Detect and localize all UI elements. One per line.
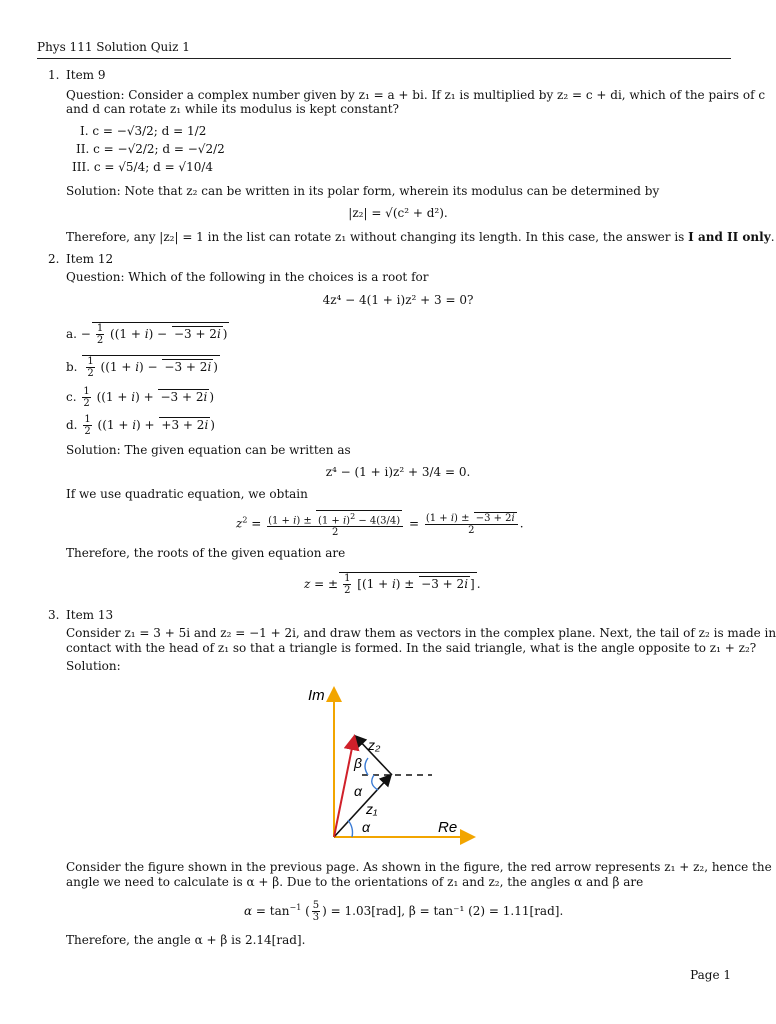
roots-equation: z = ± $\frac{1}{2}$ [(1 + i) ± −3 + 2i ] .	[304, 573, 481, 596]
question-text: Question: Consider a complex number given by z₁ = a + bi. If z₁ is multiplied by z₂ = c + di, which of the pairs of c	[66, 88, 766, 102]
choice-d: d. $\frac{1}{2}$ ((1 + i) + +3 + 2i )	[66, 414, 215, 437]
item-label: Item 9	[66, 68, 106, 82]
im-label: Im	[308, 687, 325, 704]
paragraph-text: Consider the figure shown in the previous page. As shown in the figure, the red arrow represents z₁ + z₂, hence the	[66, 860, 772, 874]
solution-text: Solution:	[66, 659, 121, 673]
beta-label: β	[354, 755, 362, 771]
z1-label: z₁	[366, 801, 378, 817]
vector-triangle-figure	[296, 680, 476, 840]
re-label: Re	[438, 819, 458, 836]
quadratic-equation: $z^2$ = $\frac{(1 + i) \pm (1 + i)^2 - 4(3/4)}{2}$ = $\frac{(1 + i) \pm -3 + 2i}{2}$ .	[236, 512, 524, 539]
option-item: I. c = −√3/2; d = 1/2	[80, 124, 207, 138]
question-text: Consider z₁ = 3 + 5i and z₂ = −1 + 2i, and draw them as vectors in the complex plane. Next, the tail of z₂ is made in	[66, 626, 776, 640]
solution-text: Solution: Note that z₂ can be written in its polar form, wherein its modulus can be determined by	[66, 184, 660, 198]
z2-label: z₂	[368, 737, 381, 753]
equation: 4z⁴ − 4(1 + i)z² + 3 = 0?	[322, 293, 474, 307]
solution-text: Solution: The given equation can be written as	[66, 443, 351, 457]
conclusion-text: Therefore, any |z₂| = 1 in the list can rotate z₁ without changing its length. In this case, the answer is I and II only.	[66, 230, 775, 244]
option-item: III. c = √5/4; d = √10/4	[72, 160, 214, 174]
question-text: Question: Which of the following in the choices is a root for	[66, 270, 429, 284]
solution-text: Therefore, the roots of the given equation are	[66, 546, 346, 560]
solution-text: If we use quadratic equation, we obtain	[66, 487, 308, 501]
equation: |z₂| = √(c² + d²).	[348, 206, 448, 220]
item-label: Item 13	[66, 608, 114, 622]
paragraph-text: angle we need to calculate is α + β. Due to the orientations of z₁ and z₂, the angles α and β are	[66, 875, 644, 889]
option-item: II. c = −√2/2; d = −√2/2	[76, 142, 225, 156]
final-answer: Therefore, the angle α + β is 2.14[rad].	[66, 933, 306, 947]
alpha-arc	[372, 775, 378, 790]
item-number: 3.	[48, 608, 60, 622]
item-label: Item 12	[66, 252, 114, 266]
question-text: contact with the head of z₁ so that a triangle is formed. In the said triangle, what is the angle opposite to z₁ + z₂?	[66, 641, 757, 655]
alpha-label: α	[354, 783, 362, 799]
alpha-base-label: α	[362, 819, 370, 835]
angle-equation: $\alpha = \tan^{-1}$ ( $\frac{5}{3}$ ) = 1.03[rad], β = tan⁻¹ (2) = 1.11[rad].	[244, 900, 564, 923]
choice-a: a. − $\frac{1}{2}$ ((1 + i) − −3 + 2i )	[66, 323, 228, 346]
equation: z⁴ − (1 + i)z² + 3/4 = 0.	[325, 465, 471, 479]
question-text: and d can rotate z₁ while its modulus is kept constant?	[66, 102, 399, 116]
beta-arc	[365, 758, 368, 775]
answer-bold: I and II only	[688, 230, 771, 244]
page-header: Phys 111 Solution Quiz 1	[37, 40, 731, 59]
choice-c: c. $\frac{1}{2}$ ((1 + i) + −3 + 2i )	[66, 386, 215, 409]
item-number: 2.	[48, 252, 60, 266]
alpha-base-arc	[348, 820, 353, 837]
page-number: Page 1	[690, 968, 731, 982]
item-number: 1.	[48, 68, 60, 82]
choice-b: b. $\frac{1}{2}$ ((1 + i) − −3 + 2i )	[66, 356, 218, 379]
sum-vector	[334, 738, 354, 837]
